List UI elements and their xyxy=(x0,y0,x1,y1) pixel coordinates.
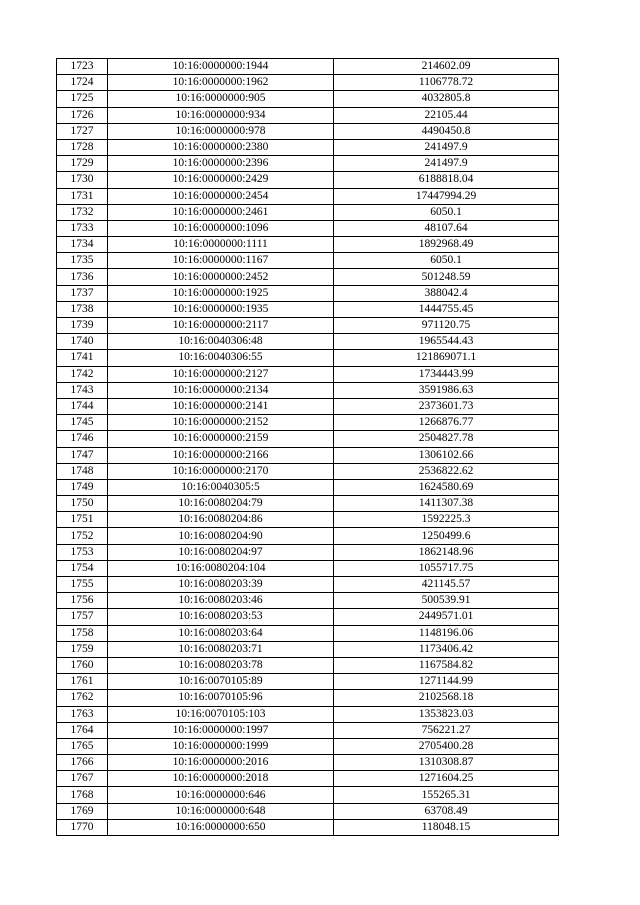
table-row xyxy=(57,59,559,75)
row-number-cell: 1751 xyxy=(57,512,108,528)
table-row xyxy=(57,544,559,560)
table-row xyxy=(57,123,559,139)
cadastral-number-cell: 10:16:0000000:2429 xyxy=(108,172,334,188)
value-cell: 1173406.42 xyxy=(334,641,559,657)
table-row xyxy=(57,237,559,253)
cadastral-number-cell: 10:16:0000000:1944 xyxy=(108,59,334,75)
cadastral-number-cell: 10:16:0040306:48 xyxy=(108,334,334,350)
cadastral-number-cell: 10:16:0080203:71 xyxy=(108,641,334,657)
value-cell: 2102568.18 xyxy=(334,690,559,706)
row-number-cell: 1747 xyxy=(57,447,108,463)
cadastral-number-cell: 10:16:0000000:2134 xyxy=(108,382,334,398)
table-row xyxy=(57,220,559,236)
row-number-cell: 1767 xyxy=(57,771,108,787)
row-number-cell: 1733 xyxy=(57,220,108,236)
value-cell: 2504827.78 xyxy=(334,431,559,447)
cadastral-number-cell: 10:16:0080203:64 xyxy=(108,625,334,641)
table-row xyxy=(57,107,559,123)
cadastral-number-cell: 10:16:0080204:104 xyxy=(108,560,334,576)
table-row xyxy=(57,479,559,495)
cadastral-number-cell: 10:16:0080204:97 xyxy=(108,544,334,560)
table-row xyxy=(57,75,559,91)
cadastral-number-cell: 10:16:0000000:2127 xyxy=(108,366,334,382)
table-row xyxy=(57,625,559,641)
value-cell: 1862148.96 xyxy=(334,544,559,560)
value-cell: 22105.44 xyxy=(334,107,559,123)
table-row xyxy=(57,285,559,301)
table-row xyxy=(57,528,559,544)
value-cell: 1353823.03 xyxy=(334,706,559,722)
cadastral-number-cell: 10:16:0000000:2454 xyxy=(108,188,334,204)
table-row xyxy=(57,593,559,609)
value-cell: 1250499.6 xyxy=(334,528,559,544)
cadastral-value-table xyxy=(56,58,559,836)
cadastral-number-cell: 10:16:0000000:2461 xyxy=(108,204,334,220)
table-row xyxy=(57,496,559,512)
row-number-cell: 1741 xyxy=(57,350,108,366)
row-number-cell: 1724 xyxy=(57,75,108,91)
value-cell: 2373601.73 xyxy=(334,398,559,414)
table-row xyxy=(57,188,559,204)
value-cell: 1271604.25 xyxy=(334,771,559,787)
row-number-cell: 1755 xyxy=(57,577,108,593)
value-cell: 500539.91 xyxy=(334,593,559,609)
cadastral-number-cell: 10:16:0000000:1997 xyxy=(108,722,334,738)
value-cell: 1310308.87 xyxy=(334,755,559,771)
cadastral-number-cell: 10:16:0040305:5 xyxy=(108,479,334,495)
row-number-cell: 1764 xyxy=(57,722,108,738)
cadastral-number-cell: 10:16:0000000:978 xyxy=(108,123,334,139)
table-row xyxy=(57,819,559,835)
value-cell: 1266876.77 xyxy=(334,415,559,431)
row-number-cell: 1744 xyxy=(57,398,108,414)
cadastral-number-cell: 10:16:0000000:2141 xyxy=(108,398,334,414)
row-number-cell: 1739 xyxy=(57,318,108,334)
value-cell: 1106778.72 xyxy=(334,75,559,91)
row-number-cell: 1730 xyxy=(57,172,108,188)
table-row xyxy=(57,91,559,107)
cadastral-number-cell: 10:16:0000000:1999 xyxy=(108,738,334,754)
value-cell: 1892968.49 xyxy=(334,237,559,253)
table-row xyxy=(57,609,559,625)
row-number-cell: 1735 xyxy=(57,253,108,269)
value-cell: 118048.15 xyxy=(334,819,559,835)
cadastral-number-cell: 10:16:0000000:650 xyxy=(108,819,334,835)
cadastral-number-cell: 10:16:0080204:90 xyxy=(108,528,334,544)
value-cell: 3591986.63 xyxy=(334,382,559,398)
cadastral-number-cell: 10:16:0070105:96 xyxy=(108,690,334,706)
row-number-cell: 1727 xyxy=(57,123,108,139)
row-number-cell: 1759 xyxy=(57,641,108,657)
value-cell: 1411307.38 xyxy=(334,496,559,512)
value-cell: 1624580.69 xyxy=(334,479,559,495)
value-cell: 6050.1 xyxy=(334,253,559,269)
table-row xyxy=(57,382,559,398)
row-number-cell: 1763 xyxy=(57,706,108,722)
table-row xyxy=(57,512,559,528)
row-number-cell: 1760 xyxy=(57,657,108,673)
row-number-cell: 1750 xyxy=(57,496,108,512)
cadastral-number-cell: 10:16:0000000:2452 xyxy=(108,269,334,285)
row-number-cell: 1769 xyxy=(57,803,108,819)
cadastral-number-cell: 10:16:0080204:79 xyxy=(108,496,334,512)
row-number-cell: 1748 xyxy=(57,463,108,479)
row-number-cell: 1736 xyxy=(57,269,108,285)
value-cell: 1734443.99 xyxy=(334,366,559,382)
cadastral-number-cell: 10:16:0000000:1111 xyxy=(108,237,334,253)
value-cell: 1965544.43 xyxy=(334,334,559,350)
table-row xyxy=(57,431,559,447)
value-cell: 1167584.82 xyxy=(334,657,559,673)
row-number-cell: 1765 xyxy=(57,738,108,754)
cadastral-number-cell: 10:16:0000000:2396 xyxy=(108,156,334,172)
cadastral-number-cell: 10:16:0000000:2152 xyxy=(108,415,334,431)
cadastral-number-cell: 10:16:0000000:1935 xyxy=(108,301,334,317)
table-row xyxy=(57,366,559,382)
row-number-cell: 1740 xyxy=(57,334,108,350)
value-cell: 1592225.3 xyxy=(334,512,559,528)
value-cell: 501248.59 xyxy=(334,269,559,285)
row-number-cell: 1734 xyxy=(57,237,108,253)
cadastral-number-cell: 10:16:0080203:78 xyxy=(108,657,334,673)
value-cell: 2449571.01 xyxy=(334,609,559,625)
value-cell: 241497.9 xyxy=(334,156,559,172)
value-cell: 388042.4 xyxy=(334,285,559,301)
table-row xyxy=(57,577,559,593)
row-number-cell: 1762 xyxy=(57,690,108,706)
value-cell: 48107.64 xyxy=(334,220,559,236)
value-cell: 155265.31 xyxy=(334,787,559,803)
value-cell: 4032805.8 xyxy=(334,91,559,107)
table-row xyxy=(57,318,559,334)
cadastral-number-cell: 10:16:0070105:89 xyxy=(108,674,334,690)
table-body xyxy=(57,59,559,836)
table-row xyxy=(57,172,559,188)
value-cell: 1055717.75 xyxy=(334,560,559,576)
row-number-cell: 1723 xyxy=(57,59,108,75)
row-number-cell: 1732 xyxy=(57,204,108,220)
row-number-cell: 1752 xyxy=(57,528,108,544)
row-number-cell: 1766 xyxy=(57,755,108,771)
value-cell: 1271144.99 xyxy=(334,674,559,690)
value-cell: 121869071.1 xyxy=(334,350,559,366)
row-number-cell: 1728 xyxy=(57,139,108,155)
cadastral-number-cell: 10:16:0000000:648 xyxy=(108,803,334,819)
row-number-cell: 1761 xyxy=(57,674,108,690)
table-row xyxy=(57,156,559,172)
table-row xyxy=(57,560,559,576)
cadastral-number-cell: 10:16:0000000:2166 xyxy=(108,447,334,463)
table-row xyxy=(57,398,559,414)
row-number-cell: 1768 xyxy=(57,787,108,803)
row-number-cell: 1770 xyxy=(57,819,108,835)
cadastral-number-cell: 10:16:0080203:46 xyxy=(108,593,334,609)
table-row xyxy=(57,269,559,285)
table-row xyxy=(57,415,559,431)
cadastral-number-cell: 10:16:0000000:2380 xyxy=(108,139,334,155)
value-cell: 421145.57 xyxy=(334,577,559,593)
table-row xyxy=(57,463,559,479)
row-number-cell: 1758 xyxy=(57,625,108,641)
value-cell: 756221.27 xyxy=(334,722,559,738)
cadastral-number-cell: 10:16:0000000:2170 xyxy=(108,463,334,479)
cadastral-number-cell: 10:16:0080204:86 xyxy=(108,512,334,528)
cadastral-number-cell: 10:16:0000000:646 xyxy=(108,787,334,803)
cadastral-number-cell: 10:16:0000000:1167 xyxy=(108,253,334,269)
cadastral-number-cell: 10:16:0070105:103 xyxy=(108,706,334,722)
table-row xyxy=(57,204,559,220)
cadastral-number-cell: 10:16:0040306:55 xyxy=(108,350,334,366)
value-cell: 1148196.06 xyxy=(334,625,559,641)
row-number-cell: 1746 xyxy=(57,431,108,447)
row-number-cell: 1745 xyxy=(57,415,108,431)
value-cell: 1444755.45 xyxy=(334,301,559,317)
table-row xyxy=(57,139,559,155)
cadastral-number-cell: 10:16:0000000:1096 xyxy=(108,220,334,236)
cadastral-number-cell: 10:16:0000000:2016 xyxy=(108,755,334,771)
table-row xyxy=(57,674,559,690)
row-number-cell: 1729 xyxy=(57,156,108,172)
table-row xyxy=(57,253,559,269)
value-cell: 1306102.66 xyxy=(334,447,559,463)
table-row xyxy=(57,738,559,754)
table-row xyxy=(57,787,559,803)
table-row xyxy=(57,334,559,350)
cadastral-number-cell: 10:16:0000000:905 xyxy=(108,91,334,107)
cadastral-number-cell: 10:16:0080203:53 xyxy=(108,609,334,625)
row-number-cell: 1754 xyxy=(57,560,108,576)
table-row xyxy=(57,803,559,819)
value-cell: 6050.1 xyxy=(334,204,559,220)
cadastral-number-cell: 10:16:0000000:2117 xyxy=(108,318,334,334)
value-cell: 2536822.62 xyxy=(334,463,559,479)
cadastral-number-cell: 10:16:0080203:39 xyxy=(108,577,334,593)
value-cell: 4490450.8 xyxy=(334,123,559,139)
row-number-cell: 1753 xyxy=(57,544,108,560)
cadastral-number-cell: 10:16:0000000:1925 xyxy=(108,285,334,301)
cadastral-number-cell: 10:16:0000000:1962 xyxy=(108,75,334,91)
table-row xyxy=(57,350,559,366)
row-number-cell: 1749 xyxy=(57,479,108,495)
table-row xyxy=(57,722,559,738)
cadastral-number-cell: 10:16:0000000:934 xyxy=(108,107,334,123)
value-cell: 63708.49 xyxy=(334,803,559,819)
cadastral-number-cell: 10:16:0000000:2018 xyxy=(108,771,334,787)
table-row xyxy=(57,755,559,771)
value-cell: 214602.09 xyxy=(334,59,559,75)
row-number-cell: 1742 xyxy=(57,366,108,382)
value-cell: 971120.75 xyxy=(334,318,559,334)
table-row xyxy=(57,771,559,787)
row-number-cell: 1731 xyxy=(57,188,108,204)
table-row xyxy=(57,301,559,317)
table-row xyxy=(57,706,559,722)
value-cell: 17447994.29 xyxy=(334,188,559,204)
table-row xyxy=(57,657,559,673)
value-cell: 241497.9 xyxy=(334,139,559,155)
table-row xyxy=(57,641,559,657)
value-cell: 6188818.04 xyxy=(334,172,559,188)
row-number-cell: 1737 xyxy=(57,285,108,301)
table-row xyxy=(57,690,559,706)
row-number-cell: 1756 xyxy=(57,593,108,609)
row-number-cell: 1725 xyxy=(57,91,108,107)
row-number-cell: 1743 xyxy=(57,382,108,398)
value-cell: 2705400.28 xyxy=(334,738,559,754)
row-number-cell: 1757 xyxy=(57,609,108,625)
cadastral-number-cell: 10:16:0000000:2159 xyxy=(108,431,334,447)
row-number-cell: 1726 xyxy=(57,107,108,123)
table-row xyxy=(57,447,559,463)
row-number-cell: 1738 xyxy=(57,301,108,317)
